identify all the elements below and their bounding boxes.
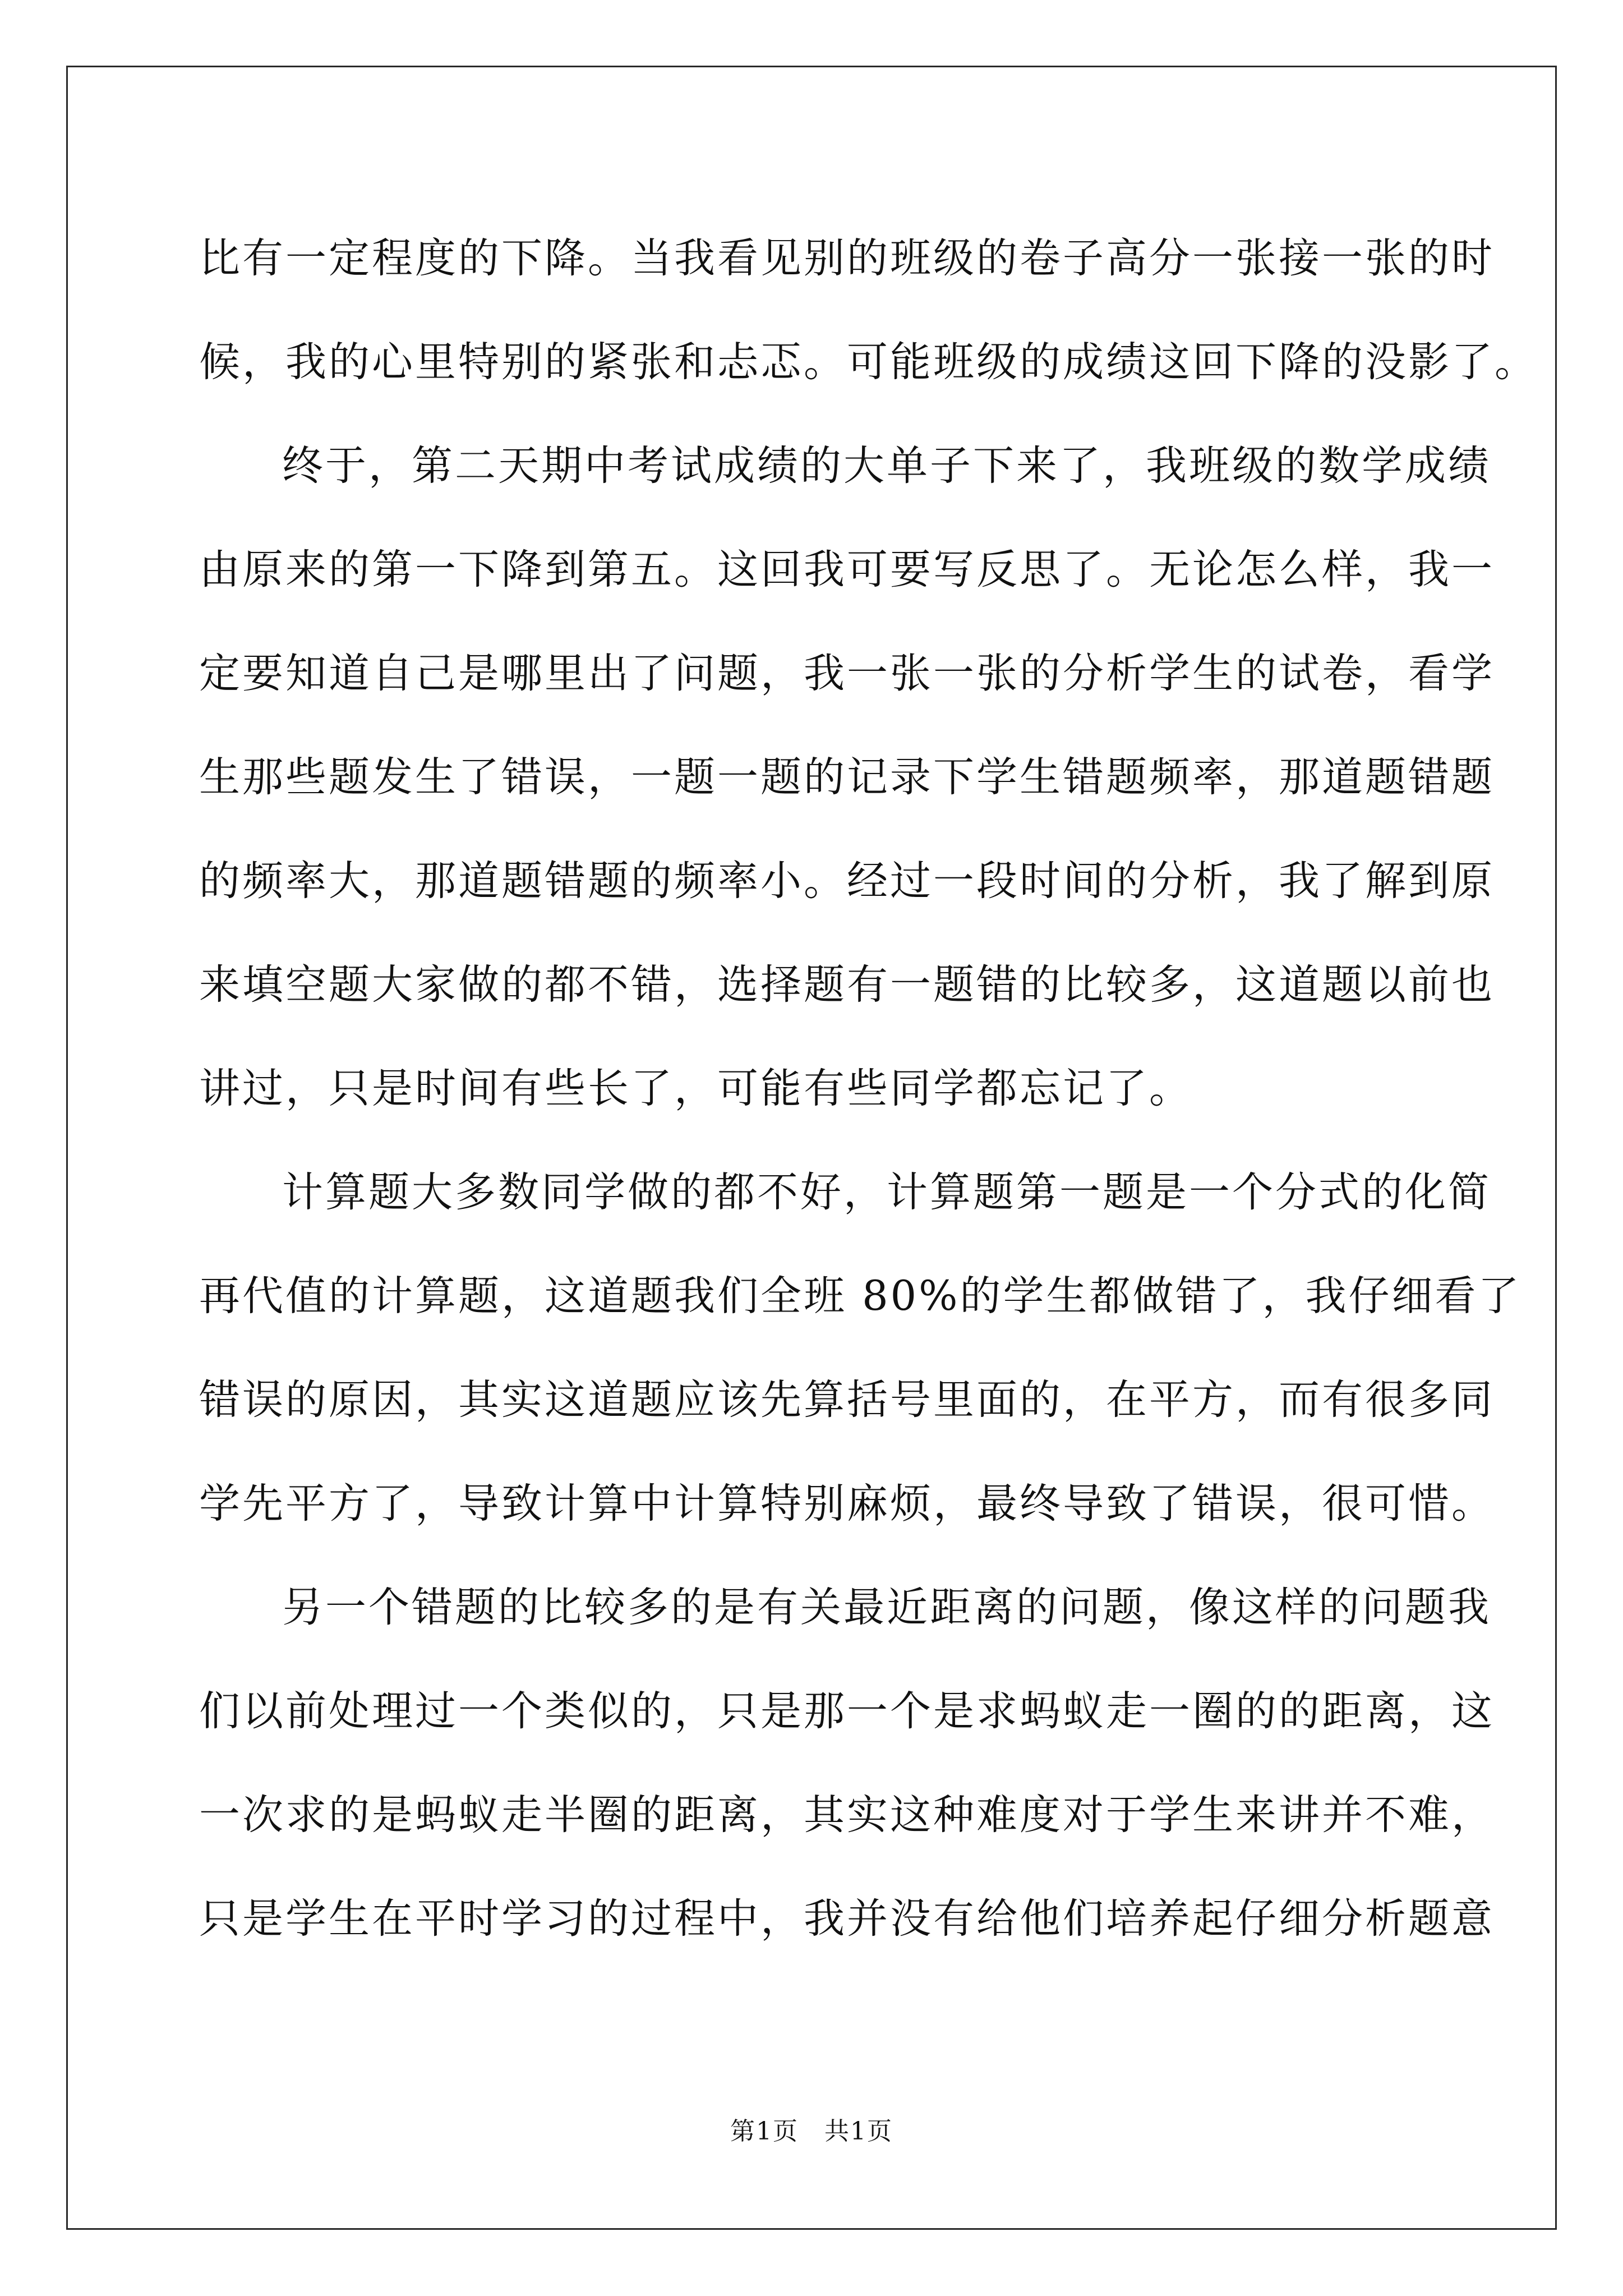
paragraph-4-line-3: 一次求的是蚂蚁走半圈的距离，其实这种难度对于学生来讲并不难， [199, 1791, 1495, 1839]
paragraph-1-line-1: 比有一定程度的下降。当我看见别的班级的卷子高分一张接一张的时 [199, 234, 1495, 282]
paragraph-2-line-6: 来填空题大家做的都不错，选择题有一题错的比较多，这道题以前也 [199, 961, 1495, 1009]
paragraph-2-line-5: 的频率大，那道题错题的频率小。经过一段时间的分析，我了解到原 [199, 857, 1495, 905]
paragraph-3-line-4: 学先平方了，导致计算中计算特别麻烦，最终导致了错误，很可惜。 [199, 1480, 1495, 1527]
paragraph-3-line-2: 再代值的计算题，这道题我们全班 80%的学生都做错了，我仔细看了 [199, 1272, 1521, 1320]
paragraph-2-line-3: 定要知道自己是哪里出了问题，我一张一张的分析学生的试卷，看学 [199, 650, 1495, 697]
paragraph-2-line-4: 生那些题发生了错误，一题一题的记录下学生错题频率，那道题错题 [199, 753, 1495, 801]
paragraph-1-line-2: 候，我的心里特别的紧张和忐忑。可能班级的成绩这回下降的没影了。 [199, 338, 1538, 386]
paragraph-2-line-7: 讲过，只是时间有些长了，可能有些同学都忘记了。 [199, 1065, 1192, 1112]
paragraph-3-line-3: 错误的原因，其实这道题应该先算括号里面的，在平方，而有很多同 [199, 1376, 1495, 1424]
paragraph-3-line-1: 计算题大多数同学做的都不好，计算题第一题是一个分式的化简 [282, 1168, 1491, 1216]
paragraph-2-line-1: 终于，第二天期中考试成绩的大单子下来了，我班级的数学成绩 [282, 442, 1491, 490]
paragraph-4-line-1: 另一个错题的比较多的是有关最近距离的问题，像这样的问题我 [282, 1584, 1491, 1631]
paragraph-2-line-2: 由原来的第一下降到第五。这回我可要写反思了。无论怎么样，我一 [199, 546, 1495, 593]
page-number-footer: 第1页 共1页 [730, 2117, 893, 2146]
document-body [199, 206, 1538, 1971]
paragraph-4-line-4: 只是学生在平时学习的过程中，我并没有给他们培养起仔细分析题意 [199, 1895, 1495, 1943]
paragraph-4-line-2: 们以前处理过一个类似的，只是那一个是求蚂蚁走一圈的的距离，这 [199, 1687, 1495, 1735]
